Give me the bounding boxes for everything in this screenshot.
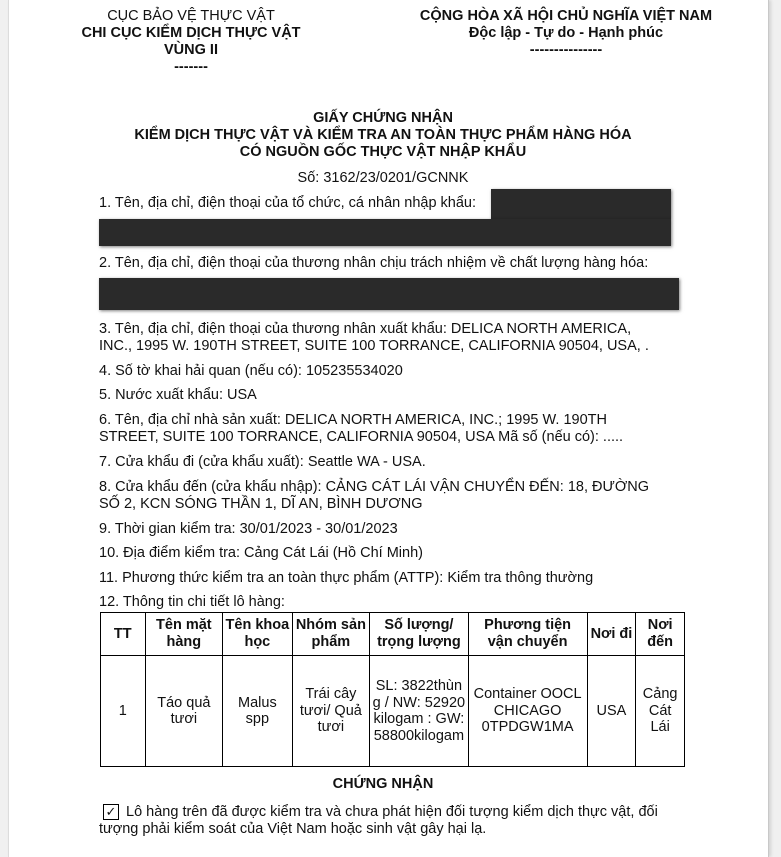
certification-checkbox[interactable]: ✓ [103,804,119,820]
col-header-origin: Nơi đi [587,613,636,656]
title-line-2: KIỂM DỊCH THỰC VẬT VÀ KIỂM TRA AN TOÀN THỰC PHẨM HÀNG HÓA [134,127,632,143]
item-3-exporter-line-1: 3. Tên, địa chỉ, điện thoại của thương nhân xuất khẩu: DELICA NORTH AMERICA, [99,321,632,337]
national-rule: --------------- [529,42,603,58]
certification-text-line-2: tượng phải kiểm soát của Việt Nam hoặc sinh vật gây hại lạ. [99,821,487,837]
item-8-arrival-line-2: SỐ 2, KCN SÓNG THẦN 1, DĨ AN, BÌNH DƯƠNG [99,496,423,512]
col-header-quantity: Số lượng/ trọng lượng [370,613,468,656]
certification-text-line-1: Lô hàng trên đã được kiểm tra và chưa phát hiện đối tượng kiểm dịch thực vật, đối [126,804,658,820]
document-title [43,110,723,161]
cell-destination: Cảng Cát Lái [636,656,685,767]
agency-line-1: CỤC BẢO VỆ THỰC VẬT [107,8,275,24]
title-line-1: GIẤY CHỨNG NHẬN [313,110,453,126]
item-6-producer-line-1: 6. Tên, địa chỉ nhà sản xuất: DELICA NORTH AMERICA, INC.; 1995 W. 190TH [99,412,607,428]
cell-origin: USA [587,656,636,767]
lot-table [100,612,685,767]
redaction-box [99,219,671,246]
redaction-box [99,278,679,310]
agency-header [61,8,321,76]
national-header [401,8,731,59]
item-8-arrival-line-1: 8. Cửa khẩu đến (cửa khẩu nhập): CẢNG CÁT LÁI VẬN CHUYỂN ĐẾN: 18, ĐƯỜNG [99,479,650,495]
cell-group: Trái cây tươi/ Quả tươi [292,656,370,767]
col-header-product: Tên mặt hàng [145,613,223,656]
col-header-group: Nhóm sản phẩm [292,613,370,656]
item-9-inspection-time: 9. Thời gian kiểm tra: 30/01/2023 - 30/01/2023 [99,521,398,537]
item-3-exporter-line-2: INC., 1995 W. 190TH STREET, SUITE 100 TORRANCE, CALIFORNIA 90504, USA, . [99,338,649,354]
agency-line-3: VÙNG II [164,42,218,58]
item-10-inspection-place: 10. Địa điểm kiểm tra: Cảng Cát Lái (Hồ Chí Minh) [99,545,423,561]
certificate-number: Số: 3162/23/0201/GCNNK [297,170,469,186]
cell-transport: Container OOCL CHICAGO 0TPDGW1MA [468,656,587,767]
col-header-transport: Phương tiện vận chuyển [468,613,587,656]
national-line-1: CỘNG HÒA XÃ HỘI CHỦ NGHĨA VIỆT NAM [419,8,713,24]
cell-tt: 1 [101,656,146,767]
certification-heading: CHỨNG NHẬN [332,776,434,792]
cell-quantity: SL: 3822thùng / NW: 52920kilogam : GW: 58800kilogam [370,656,468,767]
col-header-scientific: Tên khoa học [223,613,292,656]
item-4-customs: 4. Số tờ khai hải quan (nếu có): 105235534020 [99,363,403,379]
document-page [8,0,769,857]
col-header-destination: Nơi đến [636,613,685,656]
item-5-country: 5. Nước xuất khẩu: USA [99,387,257,403]
item-2-responsible: 2. Tên, địa chỉ, điện thoại của thương nhân chịu trách nhiệm về chất lượng hàng hóa: [99,255,649,271]
cell-product: Táo quả tươi [145,656,223,767]
item-6-producer-line-2: STREET, SUITE 100 TORRANCE, CALIFORNIA 90504, USA Mã số (nếu có): ..... [99,429,624,445]
item-1-importer: 1. Tên, địa chỉ, điện thoại của tổ chức, cá nhân nhập khẩu: [99,195,477,211]
agency-rule: ------- [174,59,208,75]
redaction-box [491,189,671,219]
agency-line-2: CHI CỤC KIỂM DỊCH THỰC VẬT [81,25,301,41]
item-7-departure: 7. Cửa khẩu đi (cửa khẩu xuất): Seattle WA - USA. [99,454,426,470]
title-line-3: CÓ NGUỒN GỐC THỰC VẬT NHẬP KHẨU [239,144,527,160]
national-line-2: Độc lập - Tự do - Hạnh phúc [468,25,664,41]
item-11-inspection-method: 11. Phương thức kiểm tra an toàn thực phẩm (ATTP): Kiểm tra thông thường [99,570,594,586]
table-header-row [101,613,685,656]
col-header-tt: TT [101,613,146,656]
table-row [101,656,685,767]
cell-scientific: Malus spp [223,656,292,767]
item-12-lot-details: 12. Thông tin chi tiết lô hàng: [99,594,285,610]
